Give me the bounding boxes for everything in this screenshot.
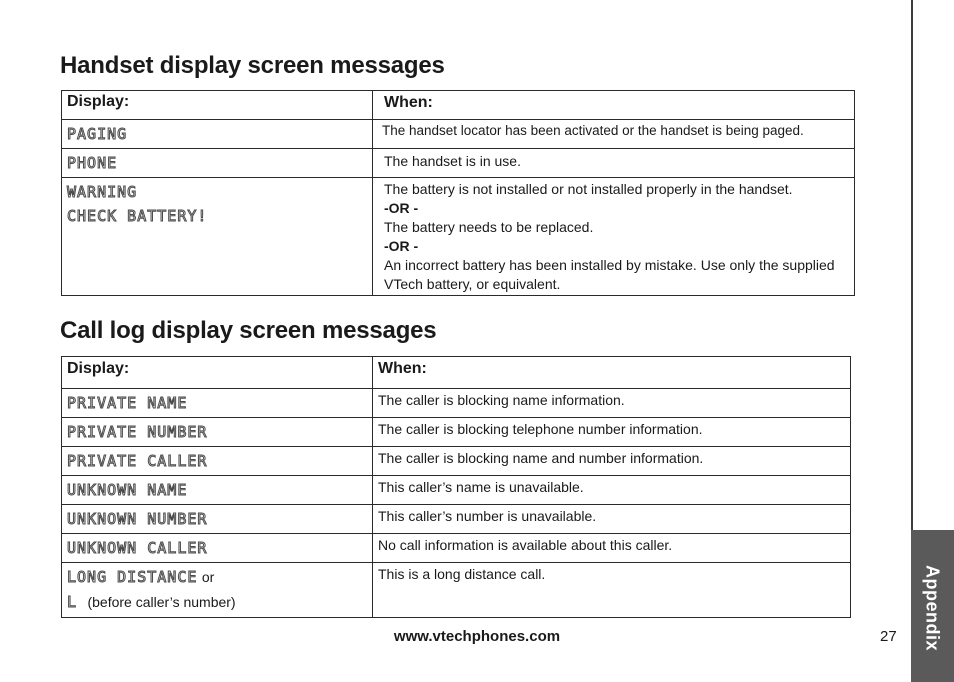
long-distance-line bbox=[67, 565, 368, 590]
header-display: Display: bbox=[62, 91, 373, 120]
lcd-text: WARNING bbox=[67, 183, 138, 201]
table-row bbox=[62, 389, 851, 418]
lcd-text: PRIVATE CALLER bbox=[67, 452, 208, 470]
when-cell bbox=[373, 447, 851, 476]
when-text: The caller is blocking telephone number information. bbox=[378, 421, 703, 437]
when-text: The handset is in use. bbox=[384, 153, 521, 169]
lcd-symbol: L bbox=[67, 593, 78, 611]
when-text: An incorrect battery has been installed by mistake. Use only the supplied VTech battery, or equivalent. bbox=[384, 257, 835, 292]
display-cell bbox=[62, 534, 373, 563]
when-cell bbox=[373, 563, 851, 618]
when-cell bbox=[373, 149, 855, 178]
or-separator: -OR - bbox=[384, 200, 419, 216]
when-cell bbox=[373, 476, 851, 505]
when-cell bbox=[373, 534, 851, 563]
table-row bbox=[62, 178, 855, 296]
long-distance-symbol-line bbox=[67, 590, 368, 614]
lcd-text: UNKNOWN NUMBER bbox=[67, 510, 208, 528]
header-when: When: bbox=[373, 91, 855, 120]
table-row bbox=[62, 534, 851, 563]
lcd-text: PRIVATE NAME bbox=[67, 394, 188, 412]
display-cell bbox=[62, 389, 373, 418]
when-text: This is a long distance call. bbox=[378, 566, 546, 582]
table-header-row bbox=[62, 357, 851, 389]
when-text: The handset locator has been activated or the handset is being paged. bbox=[382, 123, 804, 138]
when-text: This caller’s number is unavailable. bbox=[378, 508, 597, 524]
when-text: The caller is blocking name information. bbox=[378, 392, 625, 408]
header-display: Display: bbox=[62, 357, 373, 389]
footer-url: www.vtechphones.com bbox=[393, 628, 561, 645]
table-row bbox=[62, 418, 851, 447]
display-cell bbox=[62, 178, 373, 296]
page-number: 27 bbox=[880, 628, 897, 645]
display-cell bbox=[62, 476, 373, 505]
table-row bbox=[62, 505, 851, 534]
display-cell bbox=[62, 563, 373, 618]
call-log-messages-table bbox=[61, 356, 851, 618]
table-header-row bbox=[62, 91, 855, 120]
display-cell bbox=[62, 120, 373, 149]
section2-title: Call log display screen messages bbox=[60, 317, 437, 344]
or-text: or bbox=[201, 569, 215, 585]
display-cell bbox=[62, 505, 373, 534]
when-cell bbox=[373, 178, 855, 296]
display-cell bbox=[62, 149, 373, 178]
display-cell bbox=[62, 447, 373, 476]
display-cell bbox=[62, 418, 373, 447]
when-text: No call information is available about this caller. bbox=[378, 537, 673, 553]
when-cell bbox=[373, 389, 851, 418]
table-row bbox=[62, 563, 851, 618]
when-text: This caller’s name is unavailable. bbox=[378, 479, 584, 495]
or-separator: -OR - bbox=[384, 238, 419, 254]
appendix-tab-label: Appendix bbox=[922, 564, 943, 652]
lcd-text: CHECK BATTERY! bbox=[67, 207, 208, 225]
lcd-text: UNKNOWN NAME bbox=[67, 481, 188, 499]
handset-messages-table bbox=[61, 90, 855, 296]
section1-title: Handset display screen messages bbox=[60, 52, 445, 79]
lcd-text: PHONE bbox=[67, 154, 118, 172]
lcd-text: PAGING bbox=[67, 125, 128, 143]
lcd-text: UNKNOWN CALLER bbox=[67, 539, 208, 557]
when-cell bbox=[373, 418, 851, 447]
table-row bbox=[62, 476, 851, 505]
when-text: The battery needs to be replaced. bbox=[384, 219, 594, 235]
when-text: The battery is not installed or not installed properly in the handset. bbox=[384, 181, 793, 197]
table-row bbox=[62, 447, 851, 476]
when-cell bbox=[373, 120, 855, 149]
table-row bbox=[62, 120, 855, 149]
table-row bbox=[62, 149, 855, 178]
when-cell bbox=[373, 505, 851, 534]
when-text: The caller is blocking name and number information. bbox=[378, 450, 704, 466]
header-when: When: bbox=[373, 357, 851, 389]
lcd-text: LONG DISTANCE bbox=[67, 568, 198, 586]
sidebar bbox=[911, 0, 954, 682]
lcd-text: PRIVATE NUMBER bbox=[67, 423, 208, 441]
symbol-note: (before caller’s number) bbox=[87, 594, 236, 610]
